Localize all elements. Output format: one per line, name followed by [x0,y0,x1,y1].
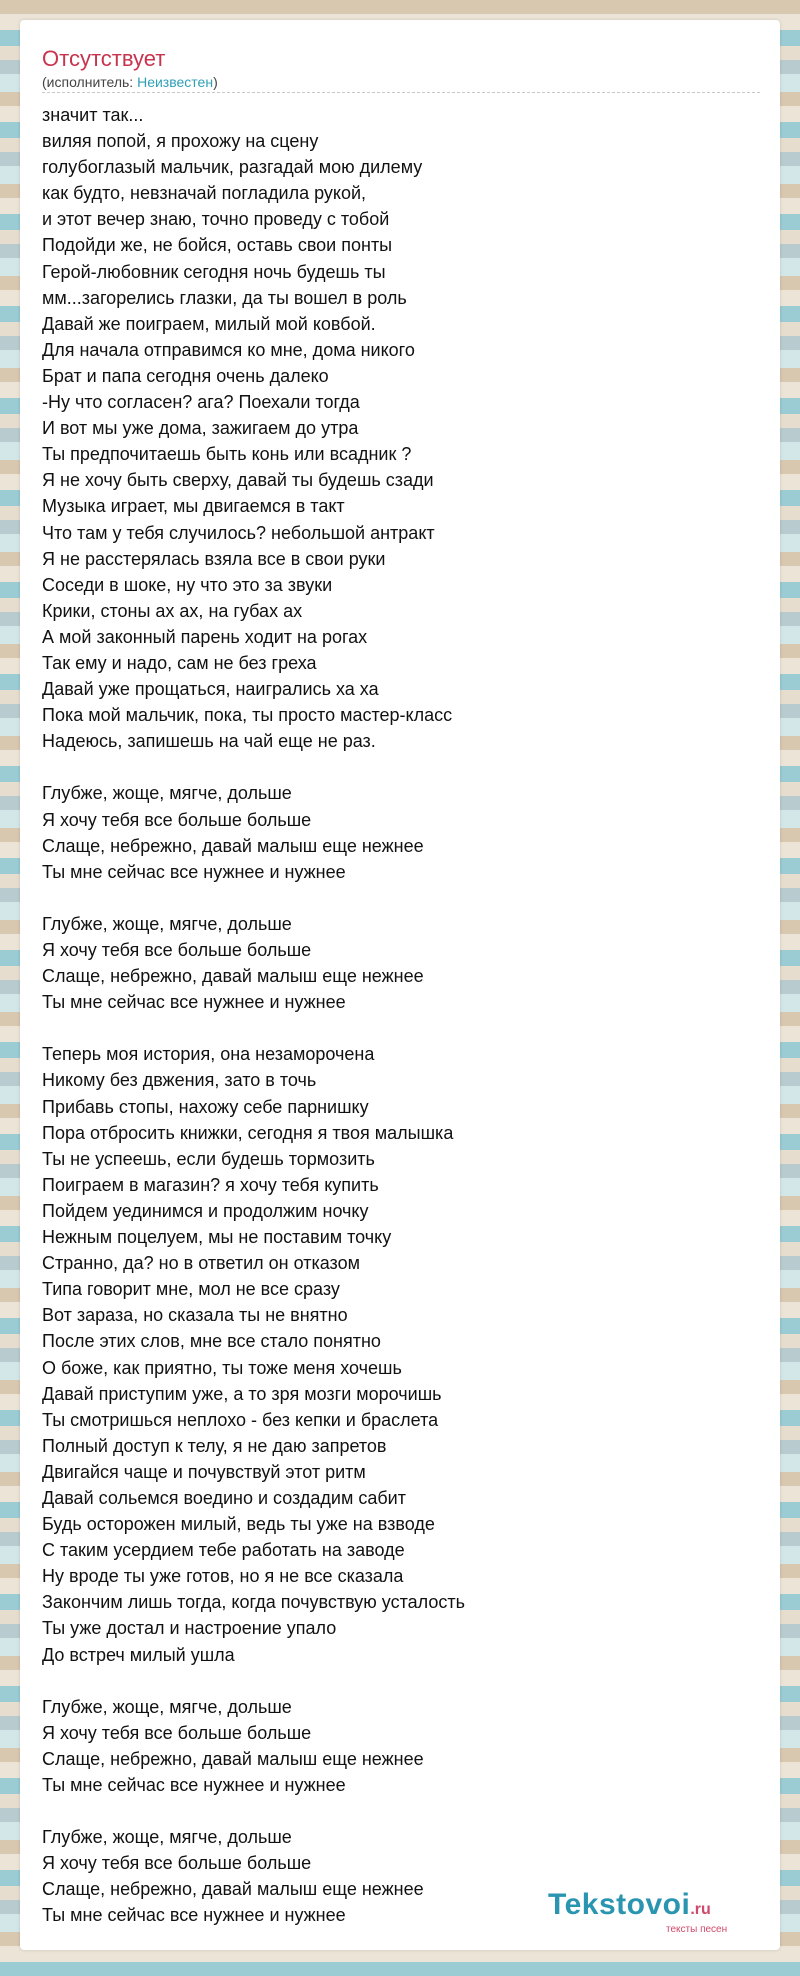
lyrics-line: Двигайся чаще и почувствуй этот ритм [42,1461,366,1482]
lyrics-line: Крики, стоны ах ах, на губах ах [42,600,303,621]
lyrics-line: Глубже, жоще, мягче, дольше [42,1696,292,1717]
lyrics-line: Я хочу тебя все больше больше [42,1722,312,1743]
lyrics-line: А мой законный парень ходит на рогах [42,626,368,647]
lyrics-line: С таким усердием тебе работать на заводе [42,1540,405,1561]
lyrics-line: -Ну что согласен? ага? Поехали тогда [42,392,360,413]
lyrics-line: Прибавь стопы, нахожу себе парнишку [42,1096,369,1117]
lyrics-line: Слаще, небрежно, давай малыш еще нежнее [42,835,424,856]
lyrics-line: Брат и папа сегодня очень далеко [42,365,329,386]
lyrics-line: как будто, невзначай погладила рукой, [42,183,367,204]
site-logo[interactable] [548,1888,728,1935]
lyrics-line: Глубже, жоще, мягче, дольше [42,913,292,934]
artist-link[interactable]: Неизвестен [137,74,214,90]
lyrics-line: Вот зараза, но сказала ты не внятно [42,1305,348,1326]
lyrics-line: О боже, как приятно, ты тоже меня хочешь [42,1357,402,1378]
divider [42,92,760,93]
lyrics-stanza [42,1041,762,1667]
lyrics-line: Я не расстерялась взяла все в свои руки [42,548,386,569]
lyrics-line: Я хочу тебя все больше больше [42,940,312,960]
lyrics-line: Ты смотришься неплохо - без кепки и браслета [42,1409,439,1430]
artist-line [42,74,218,90]
lyrics-card [20,20,780,1950]
song-title: Отсутствует [42,46,166,71]
lyrics-text [42,102,762,1955]
lyrics-line: Ты предпочитаешь быть конь или всадник ? [42,444,412,465]
lyrics-line: Соседи в шоке, ну что это за звуки [42,574,333,595]
lyrics-line: И вот мы уже дома, зажигаем до утра [42,418,359,439]
lyrics-line: Музыка играет, мы двигаемся в такт [42,496,345,517]
lyrics-line: Пора отбросить книжки, сегодня я твоя малышка [42,1122,454,1143]
lyrics-line: Я не хочу быть сверху, давай ты будешь сзади [42,470,434,491]
lyrics-line: Ты мне сейчас все нужнее и нужнее [42,1775,346,1795]
lyrics-line: Давай уже прощаться, наигрались ха ха [42,679,379,700]
lyrics-line: До встреч милый ушла [42,1644,235,1665]
lyrics-line: Будь осторожен милый, ведь ты уже на взводе [42,1514,435,1535]
lyrics-line: Закончим лишь тогда, когда почувствую усталость [42,1592,465,1613]
logo-subtitle: тексты песен [666,1924,728,1935]
lyrics-line: Теперь моя история, она незаморочена [42,1044,375,1065]
lyrics-stanza [42,911,762,1015]
artist-suffix: ) [213,74,218,90]
lyrics-line: Герой-любовник сегодня ночь будешь ты [42,261,386,282]
lyrics-line: Давай сольемся воедино и создадим сабит [42,1487,406,1508]
logo-tld: .ru [690,1901,711,1918]
lyrics-line: виляя попой, я прохожу на сцену [42,131,319,152]
lyrics-line: Ты мне сейчас все нужнее и нужнее [42,1905,346,1926]
lyrics-line: Подойди же, не бойся, оставь свои понты [42,235,393,256]
lyrics-line: Слаще, небрежно, давай малыш еще нежнее [42,1879,424,1900]
lyrics-line: После этих слов, мне все стало понятно [42,1331,381,1352]
lyrics-line: голубоглазый мальчик, разгадай мою дилему [42,157,423,178]
lyrics-line: Я хочу тебя все больше больше [42,1853,312,1874]
lyrics-line: Типа говорит мне, мол не все сразу [42,1279,340,1300]
lyrics-line: значит так... [42,105,144,125]
lyrics-line: Нежным поцелуем, мы не поставим точку [42,1227,392,1248]
lyrics-line: Я хочу тебя все больше больше [42,809,312,830]
lyrics-line: Давай же поиграем, милый мой ковбой. [42,313,376,334]
lyrics-line: Ты мне сейчас все нужнее и нужнее [42,861,346,882]
lyrics-line: Слаще, небрежно, давай малыш еще нежнее [42,1748,424,1769]
lyrics-line: Пока мой мальчик, пока, ты просто мастер-класс [42,705,453,726]
lyrics-stanza [42,780,762,884]
lyrics-line: Пойдем уединимся и продолжим ночку [42,1200,369,1221]
lyrics-line: Глубже, жоще, мягче, дольше [42,783,292,804]
lyrics-stanza [42,102,762,754]
lyrics-line: Поиграем в магазин? я хочу тебя купить [42,1174,379,1195]
lyrics-line: Давай приступим уже, а то зря мозги морочишь [42,1383,442,1404]
artist-prefix: (исполнитель: [42,74,138,90]
lyrics-line: Надеюсь, запишешь на чай еще не раз. [42,731,376,752]
lyrics-line: Странно, да? но в ответил он отказом [42,1253,360,1274]
logo-wordmark: Tekstovoi [548,1888,691,1921]
lyrics-line: Полный доступ к телу, я не даю запретов [42,1435,387,1456]
lyrics-line: Ну вроде ты уже готов, но я не все сказала [42,1566,404,1587]
lyrics-line: мм...загорелись глазки, да ты вошел в роль [42,287,407,308]
lyrics-stanza [42,1694,762,1798]
lyrics-line: и этот вечер знаю, точно проведу с тобой [42,209,390,230]
lyrics-line: Так ему и надо, сам не без греха [42,652,317,673]
lyrics-line: Глубже, жоще, мягче, дольше [42,1827,292,1848]
lyrics-line: Ты уже достал и настроение упало [42,1618,337,1639]
lyrics-line: Никому без двжения, зато в точь [42,1070,317,1091]
lyrics-line: Ты не успеешь, если будешь тормозить [42,1148,375,1169]
lyrics-line: Что там у тебя случилось? небольшой антракт [42,522,435,543]
lyrics-line: Ты мне сейчас все нужнее и нужнее [42,992,346,1013]
lyrics-line: Для начала отправимся ко мне, дома никого [42,339,415,360]
lyrics-line: Слаще, небрежно, давай малыш еще нежнее [42,966,424,987]
